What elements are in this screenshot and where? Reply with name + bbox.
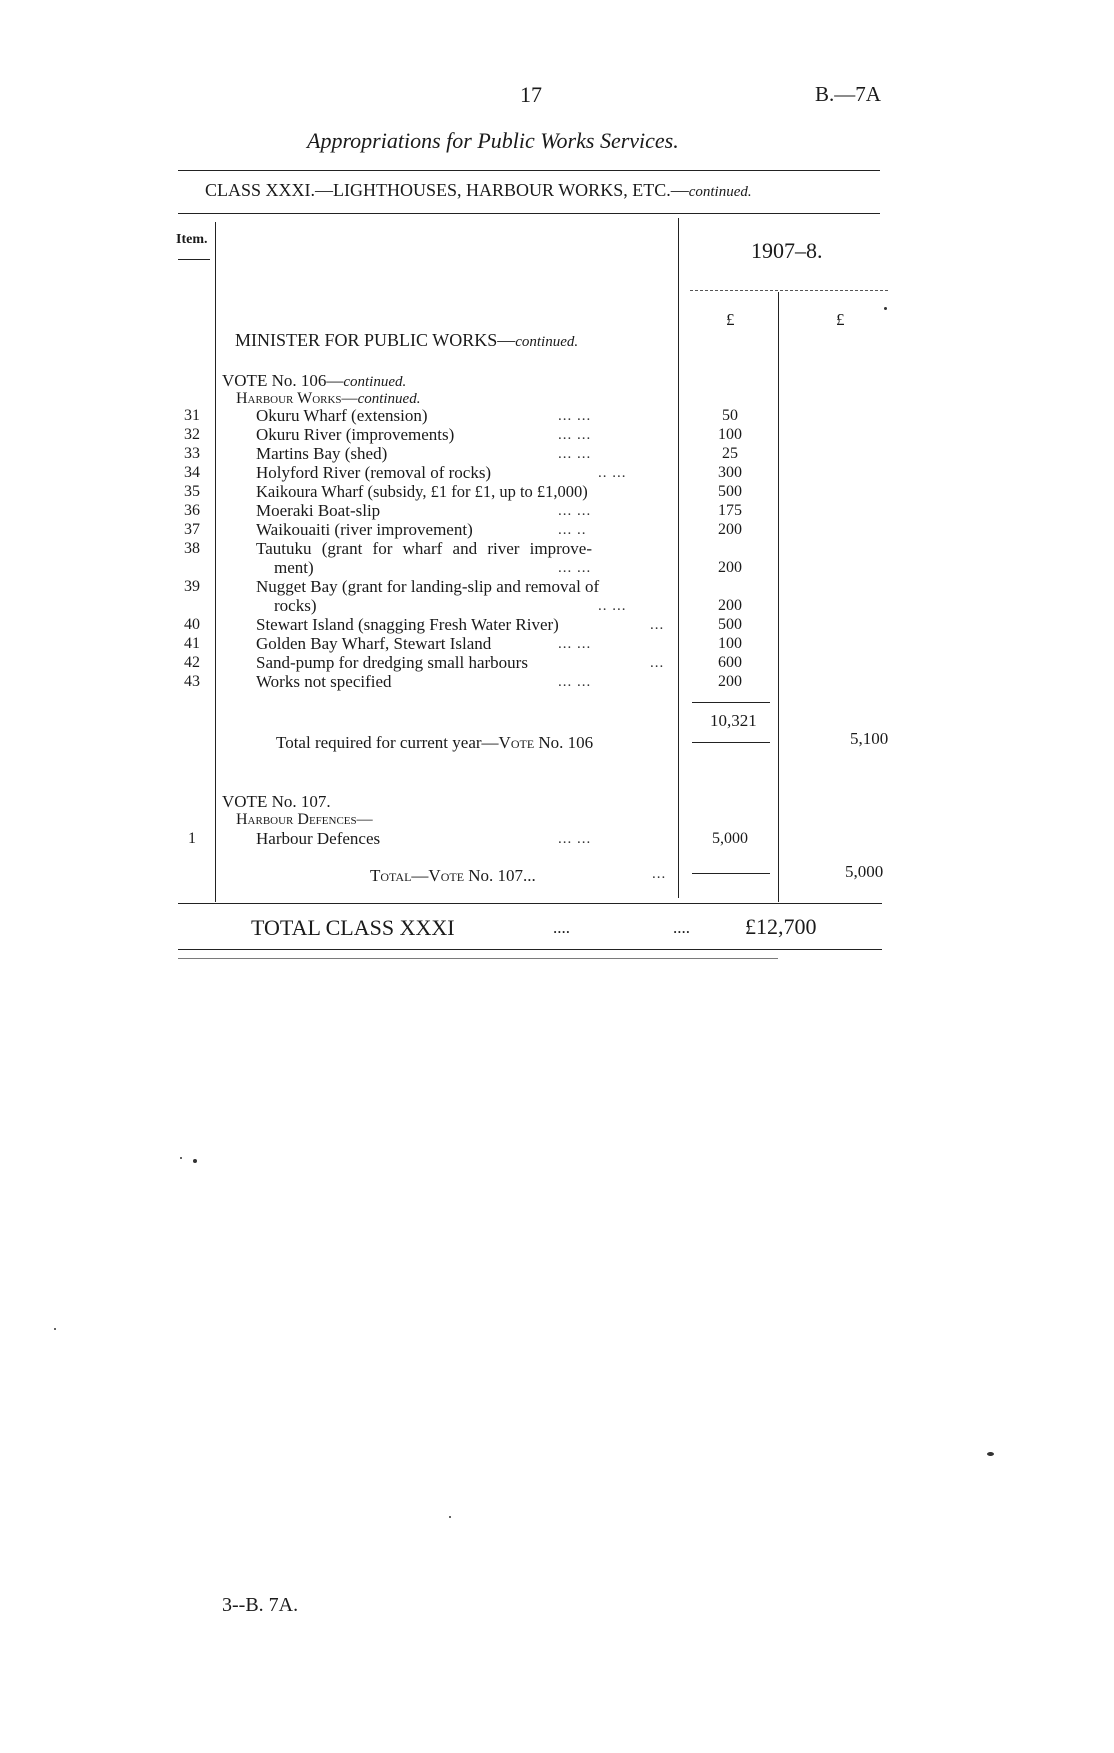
leader-dots: ... ... — [558, 427, 592, 443]
total-107-text: Total—Vote — [370, 866, 465, 885]
description-column-divider — [678, 218, 679, 898]
vote-107-total-label — [370, 866, 536, 886]
item-description: Okuru Wharf (extension) — [256, 406, 428, 425]
vote-106-total-label — [276, 733, 593, 753]
item-description: Golden Bay Wharf, Stewart Island — [256, 634, 492, 653]
total-106-number: No. 106 — [538, 733, 594, 752]
total-106-text: Total required for current year— — [276, 733, 499, 752]
leader-dots: .. ... — [598, 465, 627, 481]
vote-106-total-amount: 5,100 — [850, 729, 889, 748]
minister-heading-text: MINISTER FOR PUBLIC WORKS— — [235, 330, 516, 350]
item-amount: 200 — [718, 597, 742, 614]
item-amount: 175 — [718, 502, 742, 519]
item-amount: 200 — [718, 559, 742, 576]
amount-column-divider — [778, 292, 779, 902]
grand-total-rule-top — [178, 903, 882, 904]
item-description-continued: ment) — [274, 558, 314, 577]
leader-dots: ... ... — [558, 636, 592, 652]
page-number: 17 — [520, 82, 542, 107]
vote-106-continued: continued. — [343, 374, 407, 390]
item-description: Okuru River (improvements) — [256, 425, 455, 444]
grand-total-dots-1: .... — [553, 918, 570, 937]
total-107-rule — [692, 873, 770, 874]
item-description: Nugget Bay (grant for landing-slip and removal of — [256, 577, 600, 596]
document-reference: B.—7A — [815, 82, 881, 106]
item-number: 42 — [184, 654, 200, 671]
item-number: 32 — [184, 426, 200, 443]
item-number: 38 — [184, 540, 200, 557]
subtotal-rule — [692, 702, 770, 703]
item-column-header: Item. — [176, 232, 208, 247]
item-number: 31 — [184, 407, 200, 424]
leader-dots: ... ... — [558, 560, 592, 576]
item-number: 1 — [188, 830, 196, 847]
scan-speck — [193, 1159, 197, 1163]
item-description: Waikouaiti (river improvement) — [256, 520, 473, 539]
item-description: Harbour Defences — [256, 829, 381, 848]
vote-107-total-amount: 5,000 — [845, 862, 884, 881]
leader-dots: ... ... — [558, 831, 592, 847]
scan-speck — [884, 307, 887, 310]
total-106-vote: Vote — [498, 733, 535, 752]
item-amount: 500 — [718, 483, 742, 500]
item-description: Tautuku (grant for wharf and river improve- — [256, 539, 592, 558]
item-amount: 500 — [718, 616, 742, 633]
item-description-continued: rocks) — [274, 596, 317, 615]
item-amount: 300 — [718, 464, 742, 481]
leader-dots: ... .. — [558, 522, 587, 538]
minister-continued: continued. — [515, 334, 579, 350]
class-heading — [205, 180, 752, 201]
item-number: 33 — [184, 445, 200, 462]
grand-total-rule-bottom — [178, 949, 882, 950]
item-number: 43 — [184, 673, 200, 690]
leader-dots: ... — [650, 617, 665, 633]
minister-heading — [235, 330, 578, 351]
grand-total-dots-2: .... — [673, 918, 690, 937]
scan-speck — [54, 1328, 56, 1330]
item-header-underline — [178, 259, 210, 260]
item-number: 39 — [184, 578, 200, 595]
item-amount: 200 — [718, 673, 742, 690]
total-107-number: No. 107... — [468, 866, 536, 885]
year-underline — [690, 290, 888, 291]
header-rule-bottom — [178, 213, 880, 214]
leader-dots: ... ... — [558, 503, 592, 519]
scan-speck — [987, 1452, 994, 1456]
item-amount: 200 — [718, 521, 742, 538]
harbour-works-label: Harbour Works— — [236, 390, 358, 407]
item-number: 37 — [184, 521, 200, 538]
item-amount: 50 — [722, 407, 738, 424]
leader-dots: ... ... — [558, 408, 592, 424]
page-title: Appropriations for Public Works Services. — [307, 128, 679, 153]
item-amount: 25 — [722, 445, 738, 462]
vote-106-heading — [222, 371, 406, 391]
grand-total-label: TOTAL CLASS XXXI — [251, 915, 455, 940]
currency-symbol-col2: £ — [836, 310, 845, 329]
grand-total-rule-under — [178, 958, 778, 959]
item-description: Works not specified — [256, 672, 392, 691]
page-signature — [222, 1594, 298, 1617]
harbour-works-continued: continued. — [357, 391, 421, 407]
harbour-defences-subheading: Harbour Defences— — [236, 811, 373, 828]
item-description: Moeraki Boat-slip — [256, 501, 381, 520]
leader-dots: ... — [650, 655, 665, 671]
item-amount: 100 — [718, 635, 742, 652]
item-number: 34 — [184, 464, 200, 481]
item-number: 35 — [184, 483, 200, 500]
item-description: Holyford River (removal of rocks) — [256, 463, 492, 482]
class-heading-continued: continued. — [688, 184, 752, 200]
currency-symbol-col1: £ — [726, 310, 735, 329]
vote-107-heading: VOTE No. 107. — [222, 792, 331, 811]
item-number: 36 — [184, 502, 200, 519]
item-number: 41 — [184, 635, 200, 652]
leader-dots: ... ... — [558, 446, 592, 462]
scan-speck — [180, 1157, 182, 1159]
item-amount: 600 — [718, 654, 742, 671]
leader-dots: .. ... — [598, 598, 627, 614]
item-description: Martins Bay (shed) — [256, 444, 388, 463]
signature-text: 3--B. 7A. — [222, 1594, 299, 1616]
total-106-rule — [692, 742, 770, 743]
header-rule-top — [178, 170, 880, 171]
item-column-divider — [215, 222, 216, 902]
vote-106-label: VOTE No. 106— — [222, 371, 344, 390]
item-number: 40 — [184, 616, 200, 633]
grand-total-amount: £12,700 — [745, 914, 817, 939]
scan-speck — [449, 1516, 451, 1518]
year-heading: 1907–8. — [751, 238, 823, 263]
item-description: Kaikoura Wharf (subsidy, £1 for £1, up to £1,000) — [256, 482, 588, 501]
total-107-dots: ... — [652, 866, 667, 882]
vote-106-subtotal: 10,321 — [710, 711, 757, 730]
class-heading-text: CLASS XXXI.—LIGHTHOUSES, HARBOUR WORKS, ETC.— — [205, 180, 689, 200]
item-description: Stewart Island (snagging Fresh Water River) — [256, 615, 559, 634]
item-description: Sand-pump for dredging small harbours — [256, 653, 528, 672]
item-amount: 100 — [718, 426, 742, 443]
item-amount: 5,000 — [712, 830, 748, 847]
leader-dots: ... ... — [558, 674, 592, 690]
